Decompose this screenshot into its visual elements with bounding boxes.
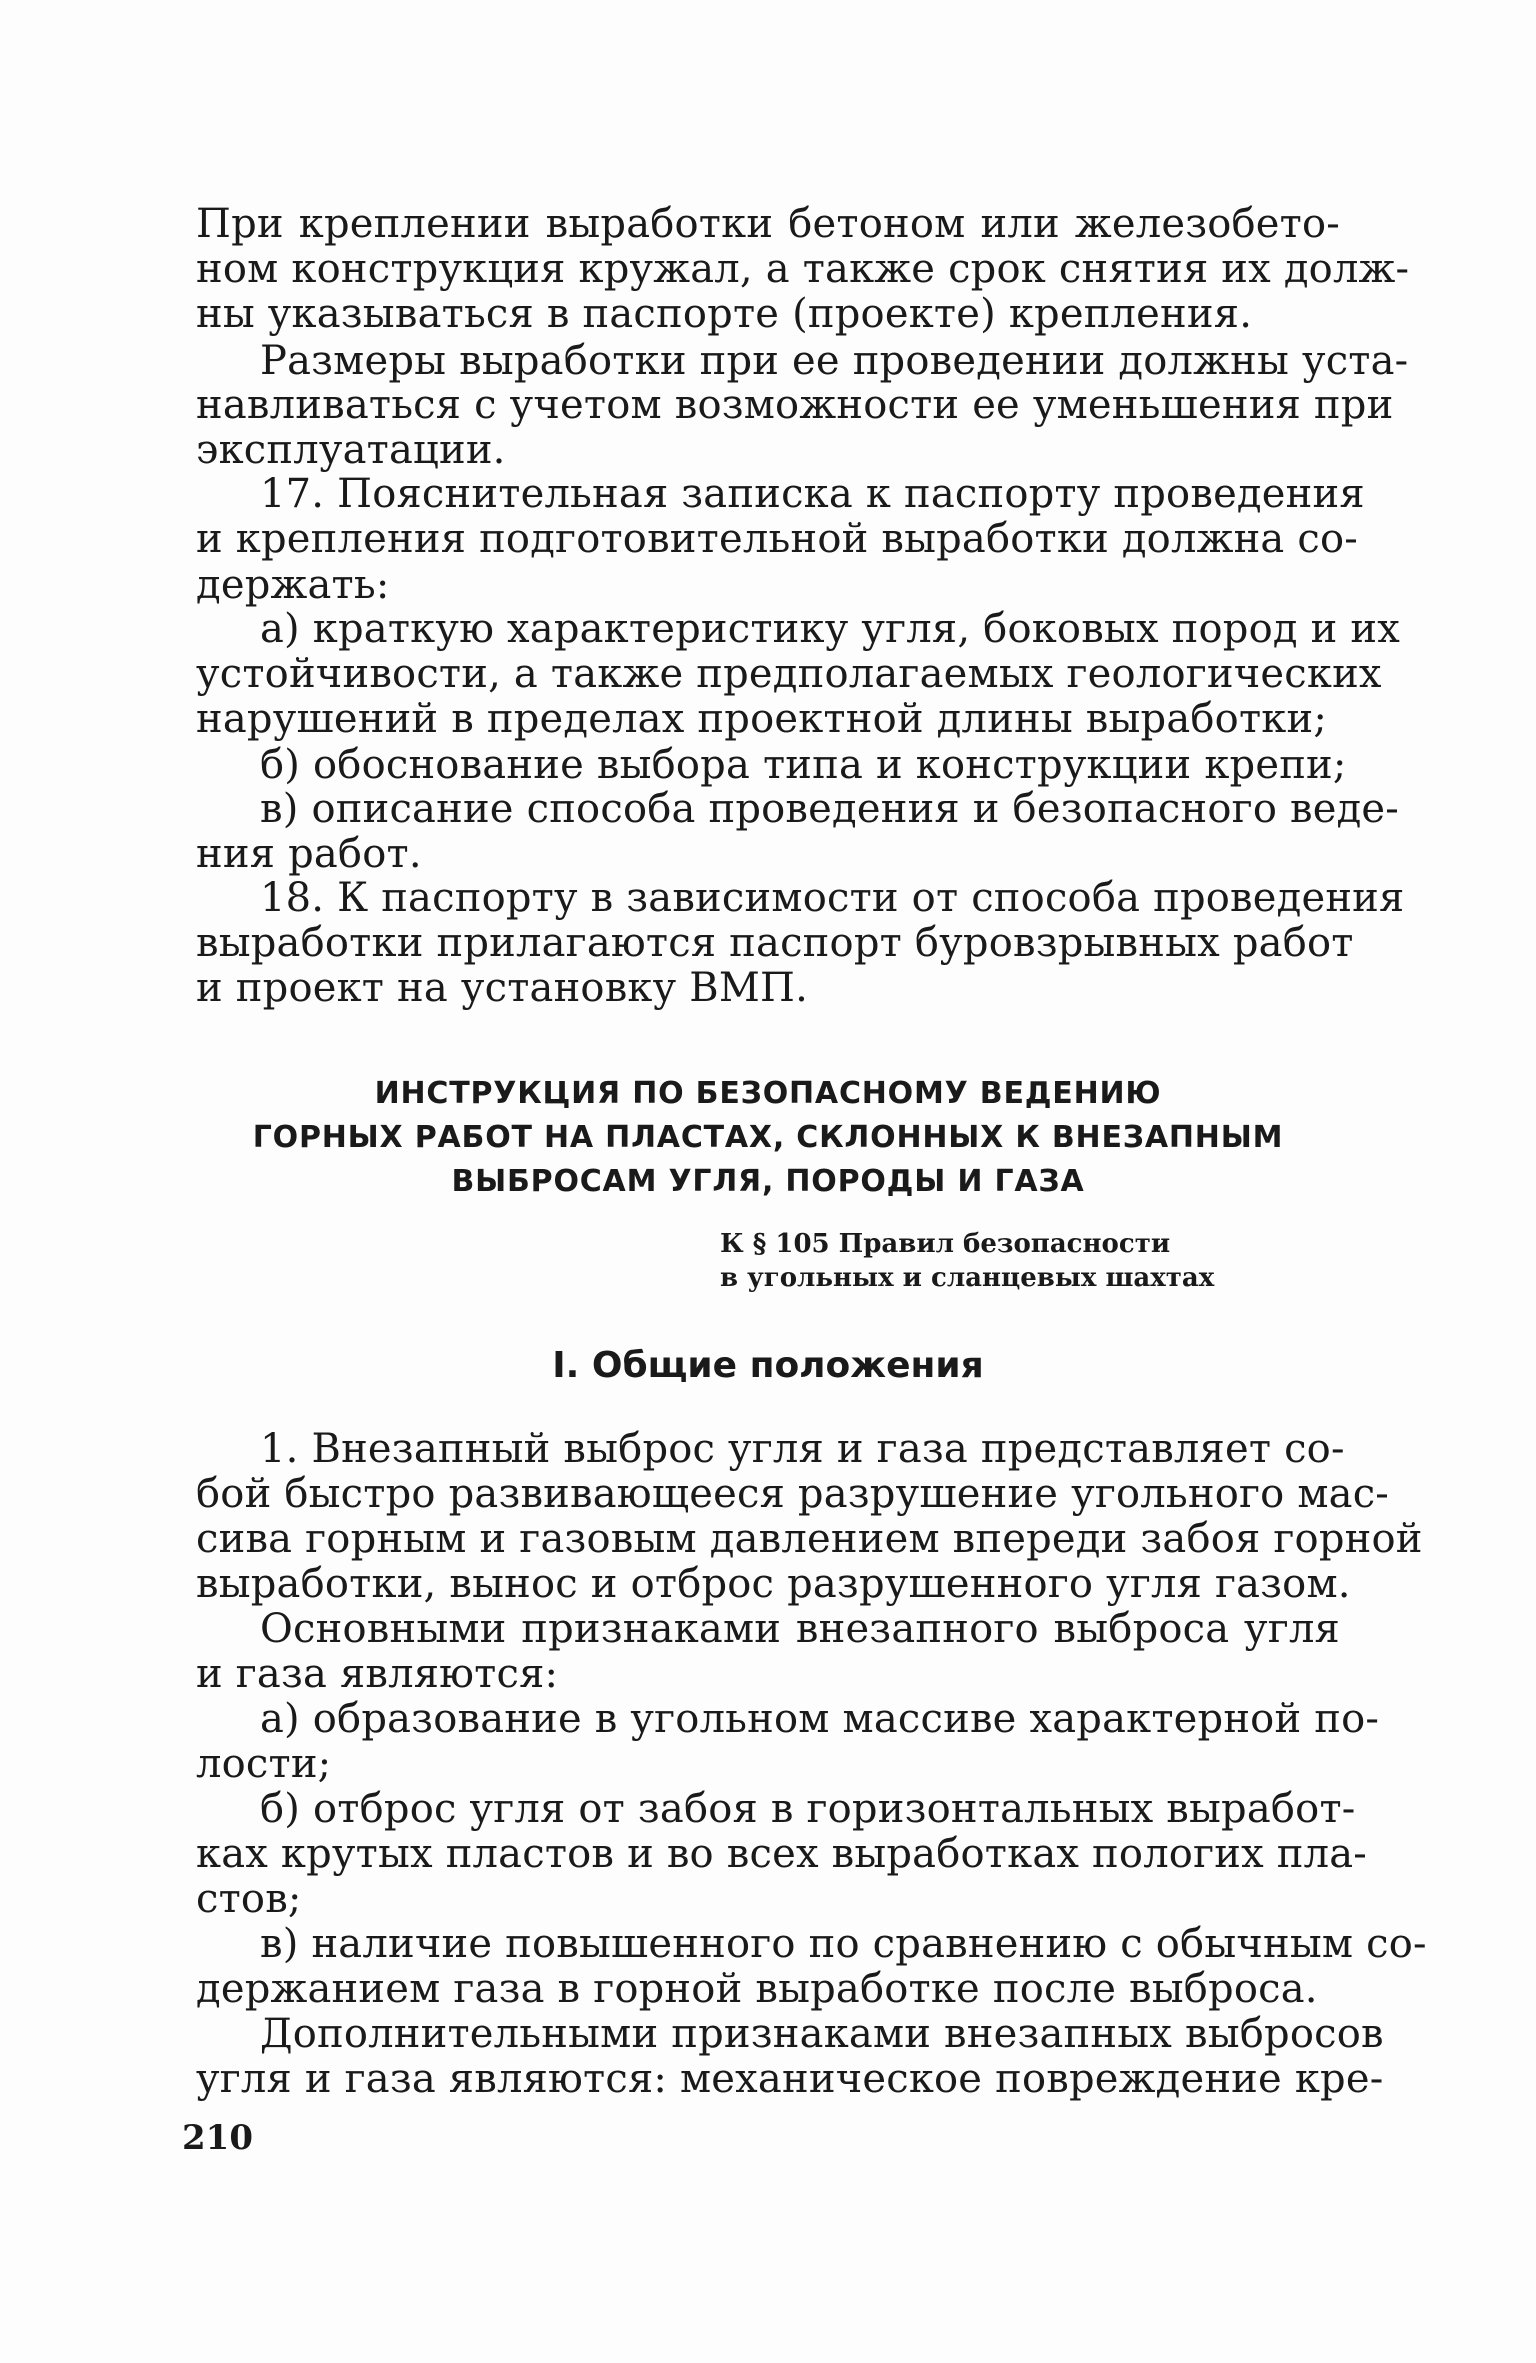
text-line: а) образование в угольном массиве характерной по- (260, 1696, 1380, 1742)
text-line: и газа являются: (196, 1651, 559, 1697)
text-line: При креплении выработки бетоном или железобето- (196, 201, 1340, 247)
text-line: ния работ. (196, 831, 422, 877)
text-line: сива горным и газовым давлением впереди забоя горной (196, 1516, 1423, 1562)
title-line: ИНСТРУКЦИЯ ПО БЕЗОПАСНОМУ ВЕДЕНИЮ (374, 1076, 1162, 1111)
text-line: 1. Внезапный выброс угля и газа представляет со- (260, 1426, 1345, 1472)
text-line: в) описание способа проведения и безопасного веде- (260, 786, 1400, 832)
text-line: ны указываться в паспорте (проекте) крепления. (196, 291, 1253, 337)
text-line: Дополнительными признаками внезапных выбросов (260, 2011, 1384, 2057)
text-line: выработки, вынос и отброс разрушенного угля газом. (196, 1561, 1351, 1607)
text-line: и крепления подготовительной выработки должна со- (196, 516, 1358, 562)
text-line: 18. К паспорту в зависимости от способа проведения (260, 875, 1405, 921)
text-line: держать: (196, 562, 390, 608)
reference-line: в угольных и сланцевых шахтах (720, 1263, 1215, 1293)
text-line: Размеры выработки при ее проведении должны уста- (260, 338, 1409, 384)
text-line: а) краткую характеристику угля, боковых пород и их (260, 606, 1400, 652)
text-line: б) отброс угля от забоя в горизонтальных выработ- (260, 1786, 1356, 1832)
reference-line: К § 105 Правил безопасности (720, 1229, 1171, 1259)
text-line: устойчивости, а также предполагаемых геологических (196, 651, 1382, 697)
text-line: ках крутых пластов и во всех выработках пологих пла- (196, 1831, 1368, 1877)
section-title: I. Общие положения (552, 1345, 984, 1386)
text-line: бой быстро развивающееся разрушение угольного мас- (196, 1471, 1390, 1517)
title-line: ВЫБРОСАМ УГЛЯ, ПОРОДЫ И ГАЗА (451, 1164, 1085, 1199)
text-line: в) наличие повышенного по сравнению с обычным со- (260, 1921, 1427, 1967)
text-line: эксплуатации. (196, 427, 506, 473)
text-line: выработки прилагаются паспорт буровзрывных работ (196, 920, 1354, 966)
text-line: ном конструкция кружал, а также срок снятия их долж- (196, 246, 1410, 292)
title-line: ГОРНЫХ РАБОТ НА ПЛАСТАХ, СКЛОННЫХ К ВНЕЗАПНЫМ (252, 1120, 1284, 1155)
text-line: и проект на установку ВМП. (196, 965, 809, 1011)
text-line: лости; (196, 1741, 332, 1787)
text-line: 17. Пояснительная записка к паспорту проведения (260, 471, 1365, 517)
text-line: стов; (196, 1876, 302, 1922)
text-line: б) обоснование выбора типа и конструкции крепи; (260, 742, 1347, 788)
text-line: держанием газа в горной выработке после выброса. (196, 1966, 1318, 2012)
text-line: угля и газа являются: механическое повреждение кре- (196, 2056, 1384, 2102)
text-line: нарушений в пределах проектной длины выработки; (196, 696, 1328, 742)
text-line: навливаться с учетом возможности ее уменьшения при (196, 382, 1394, 428)
text-line: Основными признаками внезапного выброса угля (260, 1606, 1340, 1652)
page-number: 210 (182, 2118, 253, 2158)
